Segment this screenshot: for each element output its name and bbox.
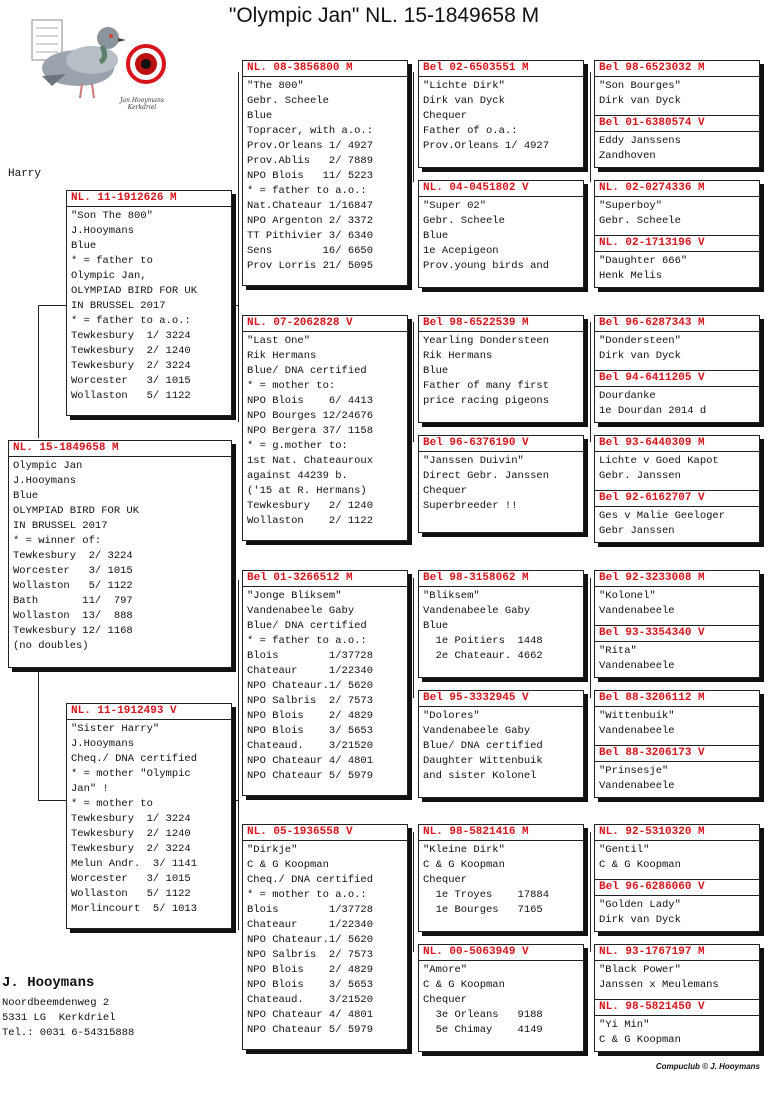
pedigree-line: 3e Orleans 9188 [423,1009,543,1021]
pedigree-line: NPO Blois 11/ 5223 [247,170,374,182]
pedigree-line: and sister Kolonel [423,770,537,782]
pedigree-line: 1e Troyes 17884 [423,889,550,901]
connector [413,322,414,442]
sire-entry [595,316,759,370]
gg-grandparent-pair [594,60,760,168]
owner-name: J. Hooymans [2,975,95,991]
pedigree-line: J.Hooymans [71,225,135,237]
ring-number: NL. 98-5821416 M [419,825,583,841]
pedigree-line: Chateaud. 3/21520 [247,740,374,752]
ring-number: Bel 96-6376190 V [419,436,583,452]
sire-entry [595,181,759,235]
pedigree-line: IN BRUSSEL 2017 [71,300,166,312]
harry-label: Harry [8,168,42,180]
pedigree-line: NPO Bergera 37/ 1158 [247,425,374,437]
great-grandparent-card [418,824,584,932]
dam-entry [595,115,759,168]
pedigree-line: 1e Bourges 7165 [423,904,543,916]
dam-entry [595,625,759,678]
pedigree-line: "Kleine Dirk" [423,844,505,856]
pedigree-line: Wollaston 2/ 1122 [247,515,374,527]
svg-text:Jan Hooymans: Jan Hooymans [120,97,164,104]
pedigree-line: Chateaur 1/22340 [247,919,374,931]
pedigree-line: Tewkesbury 2/ 3224 [71,360,191,372]
pedigree-line: Olympic Jan, [71,270,147,282]
connector [38,305,66,306]
sire-entry [595,945,759,999]
ring-number: Bel 98-3158062 M [419,571,583,587]
pedigree-line: Prov.Orleans 1/ 4927 [423,140,550,152]
dam-card [66,703,232,929]
pedigree-line: NPO Chateaur 5/ 5979 [247,1024,374,1036]
pedigree-line: NPO Bourges 12/24676 [247,410,374,422]
pedigree-line: "Wittenbuik" [599,710,675,722]
ring-number: Bel 88-3206112 M [595,691,759,707]
pedigree-line: Vandenabeele [599,605,675,617]
pigeon-icon [22,16,170,112]
pedigree-line: * = mother "Olympic [71,768,191,780]
pedigree-line: Rik Hermans [247,350,317,362]
ring-number: Bel 01-3266512 M [243,571,407,587]
pedigree-line: 1e Poitiers 1448 [423,635,543,647]
ring-number: NL. 08-3856800 M [243,61,407,77]
pedigree-line: "Dondersteen" [599,335,681,347]
pedigree-line: Henk Melis [599,270,663,282]
pedigree-line: NPO Chateaur.1/ 5620 [247,680,374,692]
pedigree-line: NPO Chateaur.1/ 5620 [247,934,374,946]
pedigree-line: NPO Blois 2/ 4829 [247,964,374,976]
great-grandparent-card [418,315,584,423]
pedigree-line: 2e Chateaur. 4662 [423,650,543,662]
pedigree-line: Olympic Jan [13,460,83,472]
great-grandparent-card [418,60,584,168]
pedigree-line: Prov.young birds and [423,260,550,272]
owner-address: Noordbeemdenweg 2 [2,997,110,1009]
pedigree-line: C & G Koopman [247,859,329,871]
pedigree-line: NPO Salbris 2/ 7573 [247,695,374,707]
pedigree-line: "Gentil" [599,844,650,856]
pedigree-line: Worcester 3/ 1015 [71,375,191,387]
pedigree-line: Father of many first [423,380,550,392]
gg-grandparent-pair [594,570,760,678]
ring-number: Bel 93-3354340 V [595,626,759,642]
pedigree-line: Wollaston 13/ 888 [13,610,133,622]
pedigree-line: "Superboy" [599,200,663,212]
pedigree-line: Jan" ! [71,783,109,795]
dam-entry [595,490,759,543]
pedigree-line: Ges v Malie Geeloger [599,510,726,522]
pedigree-line: Chateaud. 3/21520 [247,994,374,1006]
dam-entry [595,370,759,423]
pedigree-line: "Dolores" [423,710,480,722]
ring-number: NL. 98-5821450 V [595,1000,759,1016]
pedigree-line: NPO Blois 6/ 4413 [247,395,374,407]
pedigree-line: Gebr. Scheele [423,215,505,227]
pedigree-line: Chequer [423,485,468,497]
pedigree-line: Prov.Orleans 1/ 4927 [247,140,374,152]
pedigree-line: Cheq./ DNA certified [247,874,374,886]
pedigree-line: * = father to a.o.: [247,635,367,647]
pedigree-line: * = father to a.o.: [247,185,367,197]
pedigree-line: Vandenabeele [599,725,675,737]
footer-credit: Compuclub © J. Hooymans [655,1062,760,1071]
svg-text:Kerkdriel: Kerkdriel [127,104,157,111]
pedigree-line: NPO Chateaur 4/ 4801 [247,1009,374,1021]
pedigree-line: "The 800" [247,80,304,92]
pedigree-line: Tewkesbury 2/ 1240 [71,345,191,357]
pedigree-line: Morlincourt 5/ 1013 [71,903,198,915]
pedigree-line: OLYMPIAD BIRD FOR UK [13,505,140,517]
pedigree-line: Tewkesbury 1/ 3224 [71,813,191,825]
ring-number: NL. 02-1713196 V [595,236,759,252]
pedigree-line: Yearling Dondersteen [423,335,550,347]
great-grandparent-card [418,570,584,678]
connector [413,832,414,952]
pedigree-line: NPO Salbris 2/ 7573 [247,949,374,961]
pedigree-line: Worcester 3/ 1015 [71,873,191,885]
gg-grandparent-pair [594,824,760,932]
pedigree-line: * = g.mother to: [247,440,348,452]
pedigree-line: "Prinsesje" [599,765,669,777]
pedigree-line: * = winner of: [13,535,102,547]
pedigree-line: "Kolonel" [599,590,656,602]
pedigree-line: "Lichte Dirk" [423,80,505,92]
ring-number: Bel 02-6503551 M [419,61,583,77]
pedigree-line: Vandenabeele [599,780,675,792]
page-title: "Olympic Jan" NL. 15-1849658 M [228,4,540,27]
pedigree-line: Prov Lorris 21/ 5095 [247,260,374,272]
connector [590,832,591,952]
connector [231,800,238,801]
connector [590,72,591,182]
pedigree-line: TT Pithivier 3/ 6340 [247,230,374,242]
pedigree-line: Dirk van Dyck [599,95,681,107]
great-grandparent-card [418,180,584,288]
pedigree-line: Wollaston 5/ 1122 [71,888,191,900]
pedigree-line: Janssen x Meulemans [599,979,719,991]
pedigree-line: Superbreeder !! [423,500,518,512]
pedigree-line: * = father to [71,255,153,267]
pedigree-line: "Sister Harry" [71,723,160,735]
pedigree-line: * = mother to [71,798,153,810]
pedigree-line: Blue [71,240,97,252]
pedigree-line: Chequer [423,994,468,1006]
pedigree-line: Rik Hermans [423,350,493,362]
pedigree-line: Daughter Wittenbuik [423,755,543,767]
ring-number: NL. 15-1849658 M [9,441,231,457]
pedigree-line: NPO Argenton 2/ 3372 [247,215,374,227]
sire-entry [595,691,759,745]
pedigree-line: Sens 16/ 6650 [247,245,374,257]
ring-number: NL. 93-1767197 M [595,945,759,961]
dam-entry [595,235,759,288]
pedigree-line: Tewkesbury 1/ 3224 [71,330,191,342]
pedigree-line: Eddy Janssens [599,135,681,147]
connector [238,580,239,930]
pedigree-line: (no doubles) [13,640,89,652]
pedigree-line: Tewkesbury 12/ 1168 [13,625,133,637]
ring-number: NL. 00-5063949 V [419,945,583,961]
pedigree-line: "Daughter 666" [599,255,688,267]
subject-card [8,440,232,668]
pedigree-line: Blue/ DNA certified [247,365,367,377]
connector [590,578,591,698]
pedigree-line: * = father to a.o.: [71,315,191,327]
grandparent-card [242,824,408,1050]
grandparent-card [242,60,408,286]
pedigree-line: C & G Koopman [423,979,505,991]
pedigree-line: NPO Blois 3/ 5653 [247,725,374,737]
pedigree-line: "Black Power" [599,964,681,976]
pedigree-line: "Super 02" [423,200,487,212]
pedigree-line: Gebr Janssen [599,525,675,537]
pedigree-line: Blois 1/37728 [247,650,374,662]
pedigree-line: Wollaston 5/ 1122 [71,390,191,402]
pedigree-line: 1st Nat. Chateauroux [247,455,374,467]
pedigree-line: Cheq./ DNA certified [71,753,198,765]
sire-entry [595,825,759,879]
pedigree-line: Blue [423,230,449,242]
ring-number: Bel 98-6522539 M [419,316,583,332]
ring-number: Bel 88-3206173 V [595,746,759,762]
pedigree-line: J.Hooymans [13,475,77,487]
pedigree-line: Vandenabeele Gaby [423,725,531,737]
pedigree-line: Tewkesbury 2/ 3224 [13,550,133,562]
pedigree-line: Zandhoven [599,150,656,162]
ring-number: NL. 11-1912493 V [67,704,231,720]
ring-number: Bel 98-6523032 M [595,61,759,77]
pedigree-line: 1e Acepigeon [423,245,499,257]
pedigree-line: Chequer [423,874,468,886]
ring-number: Bel 93-6440309 M [595,436,759,452]
pedigree-line: ('15 at R. Hermans) [247,485,367,497]
sire-entry [595,61,759,115]
pedigree-line: Dirk van Dyck [423,95,505,107]
pedigree-line: NPO Chateaur 5/ 5979 [247,770,374,782]
connector [38,800,66,801]
pedigree-line: 1e Dourdan 2014 d [599,405,707,417]
ring-number: NL. 11-1912626 M [67,191,231,207]
sire-entry [595,571,759,625]
pedigree-line: "Son Bourges" [599,80,681,92]
pedigree-line: Tewkesbury 2/ 1240 [71,828,191,840]
pedigree-line: Lichte v Goed Kapot [599,455,719,467]
gg-grandparent-pair [594,315,760,423]
connector [238,72,239,422]
gg-grandparent-pair [594,944,760,1052]
ring-number: Bel 92-6162707 V [595,491,759,507]
pedigree-line: Gebr. Scheele [599,215,681,227]
pedigree-line: C & G Koopman [599,859,681,871]
pedigree-line: "Last One" [247,335,311,347]
pedigree-line: "Yi Min" [599,1019,650,1031]
pedigree-line: * = mother to a.o.: [247,889,367,901]
pedigree-line: Blue [247,110,273,122]
sire-card [66,190,232,416]
pedigree-line: J.Hooymans [71,738,135,750]
pedigree-line: NPO Chateaur 4/ 4801 [247,755,374,767]
pedigree-line: Blue/ DNA certified [423,740,543,752]
pedigree-line: "Amore" [423,964,468,976]
pedigree-line: Topracer, with a.o.: [247,125,374,137]
pedigree-line: Bath 11/ 797 [13,595,133,607]
pedigree-line: Tewkesbury 2/ 3224 [71,843,191,855]
pedigree-line: NPO Blois 2/ 4829 [247,710,374,722]
pedigree-line: "Rita" [599,645,637,657]
pedigree-line: "Dirkje" [247,844,298,856]
pedigree-line: Blue [13,490,39,502]
pedigree-line: C & G Koopman [599,1034,681,1046]
ring-number: Bel 96-6287343 M [595,316,759,332]
sire-entry [595,436,759,490]
owner-block [2,975,232,1041]
pedigree-line: Tewkesbury 2/ 1240 [247,500,374,512]
dam-entry [595,999,759,1052]
pedigree-line: Gebr. Scheele [247,95,329,107]
grandparent-card [242,570,408,796]
gg-grandparent-pair [594,180,760,288]
pedigree-line: price racing pigeons [423,395,550,407]
pedigree-line: Vandenabeele [599,660,675,672]
dam-entry [595,879,759,932]
pedigree-line: "Golden Lady" [599,899,681,911]
ring-number: Bel 01-6380574 V [595,116,759,132]
pedigree-line: Father of o.a.: [423,125,518,137]
pedigree-line: Chateaur 1/22340 [247,665,374,677]
ring-number: Bel 94-6411205 V [595,371,759,387]
pedigree-line: Dourdanke [599,390,656,402]
ring-number: NL. 02-0274336 M [595,181,759,197]
pedigree-line: Vandenabeele Gaby [247,605,355,617]
pedigree-line: "Son The 800" [71,210,153,222]
connector [413,72,414,182]
grandparent-card [242,315,408,541]
great-grandparent-card [418,435,584,533]
pigeon-logo [22,16,170,112]
connector [231,305,238,306]
pedigree-line: Nat.Chateaur 1/16847 [247,200,374,212]
pedigree-line: Direct Gebr. Janssen [423,470,550,482]
pedigree-line: * = mother to: [247,380,336,392]
pedigree-line: C & G Koopman [423,859,505,871]
pedigree-line: Prov.Ablis 2/ 7889 [247,155,374,167]
pedigree-line: OLYMPIAD BIRD FOR UK [71,285,198,297]
ring-number: NL. 05-1936558 V [243,825,407,841]
pedigree-line: Vandenabeele Gaby [423,605,531,617]
ring-number: NL. 92-5310320 M [595,825,759,841]
great-grandparent-card [418,944,584,1052]
connector [38,668,39,800]
pedigree-line: Blue [423,620,449,632]
gg-grandparent-pair [594,435,760,543]
pedigree-line: 5e Chimay 4149 [423,1024,543,1036]
pedigree-line: Blois 1/37728 [247,904,374,916]
pedigree-line: Blue [423,365,449,377]
pedigree-line: "Janssen Duivin" [423,455,524,467]
pedigree-line: Gebr. Janssen [599,470,681,482]
pedigree-line: Dirk van Dyck [599,914,681,926]
ring-number: Bel 92-3233008 M [595,571,759,587]
ring-number: Bel 96-6286060 V [595,880,759,896]
ring-number: NL. 07-2062828 V [243,316,407,332]
owner-phone: Tel.: 0031 6-54315888 [2,1027,135,1039]
dam-entry [595,745,759,798]
connector [590,322,591,442]
owner-city: 5331 LG Kerkdriel [2,1012,116,1024]
pedigree-line: "Jonge Bliksem" [247,590,342,602]
pedigree-line: "Bliksem" [423,590,480,602]
gg-grandparent-pair [594,690,760,798]
pedigree-line: IN BRUSSEL 2017 [13,520,108,532]
great-grandparent-card [418,690,584,798]
pedigree-line: Blue/ DNA certified [247,620,367,632]
pedigree-line: Wollaston 5/ 1122 [13,580,133,592]
ring-number: Bel 95-3332945 V [419,691,583,707]
pedigree-line: Melun Andr. 3/ 1141 [71,858,198,870]
pedigree-line: Dirk van Dyck [599,350,681,362]
connector [413,578,414,698]
pedigree-line: Chequer [423,110,468,122]
ring-number: NL. 04-0451802 V [419,181,583,197]
connector [38,305,39,438]
pedigree-line: against 44239 b. [247,470,348,482]
pedigree-line: Worcester 3/ 1015 [13,565,133,577]
pedigree-line: NPO Blois 3/ 5653 [247,979,374,991]
